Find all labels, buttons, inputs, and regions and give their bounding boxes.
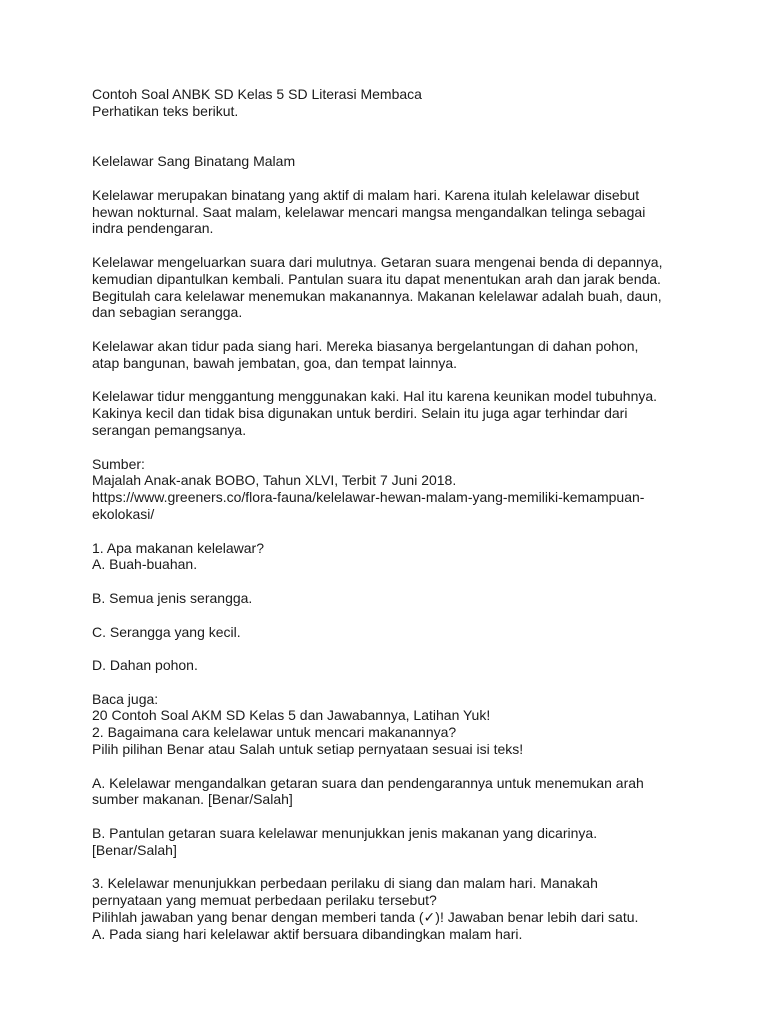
statement-b-continued: [Benar/Salah]	[92, 841, 177, 858]
question-instruction: Pilih pilihan Benar atau Salah untuk setiap pernyataan sesuai isi teks!	[92, 741, 524, 758]
question-text: 3. Kelelawar menunjukkan perbedaan perilaku di siang dan malam hari. Manakah	[92, 875, 598, 892]
source-url[interactable]: https://www.greeners.co/flora-fauna/kelelawar-hewan-malam-yang-memiliki-kemampuan-	[92, 489, 645, 506]
read-also-section	[92, 691, 712, 725]
paragraph-line: Kakinya kecil dan tidak bisa digunakan untuk berdiri. Selain itu juga agar terhindar dari	[92, 405, 628, 422]
document-title: Contoh Soal ANBK SD Kelas 5 SD Literasi Membaca	[92, 86, 422, 102]
paragraph-line: Kelelawar akan tidur pada siang hari. Mereka biasanya bergelantungan di dahan pohon,	[92, 337, 639, 354]
source-url-continued[interactable]: ekolokasi/	[92, 505, 155, 522]
statement-a: A. Kelelawar mengandalkan getaran suara dan pendengarannya untuk menemukan arah	[92, 774, 644, 791]
question-3	[92, 875, 712, 942]
question-text: 1. Apa makanan kelelawar?	[92, 539, 264, 556]
source-section	[92, 456, 712, 523]
article-title: Kelelawar Sang Binatang Malam	[92, 153, 296, 170]
document-page	[92, 86, 712, 943]
source-label: Sumber:	[92, 455, 145, 472]
paragraph-line: atap bangunan, bawah jembatan, goa, dan tempat lainnya.	[92, 354, 458, 371]
paragraph-line: kemudian dipantulkan kembali. Pantulan suara itu dapat menentukan arah dan jarak benda.	[92, 270, 661, 287]
question-text-continued: pernyataan yang memuat perbedaan perilaku tersebut?	[92, 892, 437, 909]
question-1	[92, 540, 712, 674]
read-also-label: Baca juga:	[92, 690, 159, 707]
read-also-link[interactable]: 20 Contoh Soal AKM SD Kelas 5 dan Jawabannya, Latihan Yuk!	[92, 707, 491, 724]
option-b: B. Semua jenis serangga.	[92, 589, 253, 606]
option-a: A. Buah-buahan.	[92, 556, 198, 573]
instruction-text: Perhatikan teks berikut.	[92, 102, 239, 119]
statement-a-continued: sumber makanan. [Benar/Salah]	[92, 791, 293, 808]
paragraph-line: Kelelawar tidur menggantung menggunakan kaki. Hal itu karena keunikan model tubuhnya.	[92, 388, 658, 405]
paragraph-line: Begitulah cara kelelawar menemukan makanannya. Makanan kelelawar adalah buah, daun,	[92, 287, 662, 304]
question-2	[92, 724, 712, 858]
option-a: A. Pada siang hari kelelawar aktif bersuara dibandingkan malam hari.	[92, 925, 523, 942]
article-paragraph-3	[92, 338, 712, 372]
option-c: C. Serangga yang kecil.	[92, 623, 241, 640]
statement-b: B. Pantulan getaran suara kelelawar menunjukkan jenis makanan yang dicarinya.	[92, 825, 598, 842]
paragraph-line: Kelelawar mengeluarkan suara dari mulutnya. Getaran suara mengenai benda di depannya,	[92, 253, 663, 270]
paragraph-line: Kelelawar merupakan binatang yang aktif di malam hari. Karena itulah kelelawar disebut	[92, 186, 640, 203]
question-text: 2. Bagaimana cara kelelawar untuk mencari makanannya?	[92, 724, 457, 741]
question-instruction: Pilihlah jawaban yang benar dengan memberi tanda (✓)! Jawaban benar lebih dari satu.	[92, 909, 639, 926]
paragraph-line: dan sebagian serangga.	[92, 304, 243, 321]
source-citation: Majalah Anak-anak BOBO, Tahun XLVI, Terbit 7 Juni 2018.	[92, 472, 457, 489]
article-paragraph-2	[92, 254, 712, 321]
article-paragraph-4	[92, 388, 712, 438]
paragraph-line: indra pendengaran.	[92, 220, 214, 237]
paragraph-line: hewan nokturnal. Saat malam, kelelawar mencari mangsa mengandalkan telinga sebagai	[92, 203, 646, 220]
article-paragraph-1	[92, 187, 712, 237]
paragraph-line: serangan pemangsanya.	[92, 421, 247, 438]
option-d: D. Dahan pohon.	[92, 657, 198, 674]
